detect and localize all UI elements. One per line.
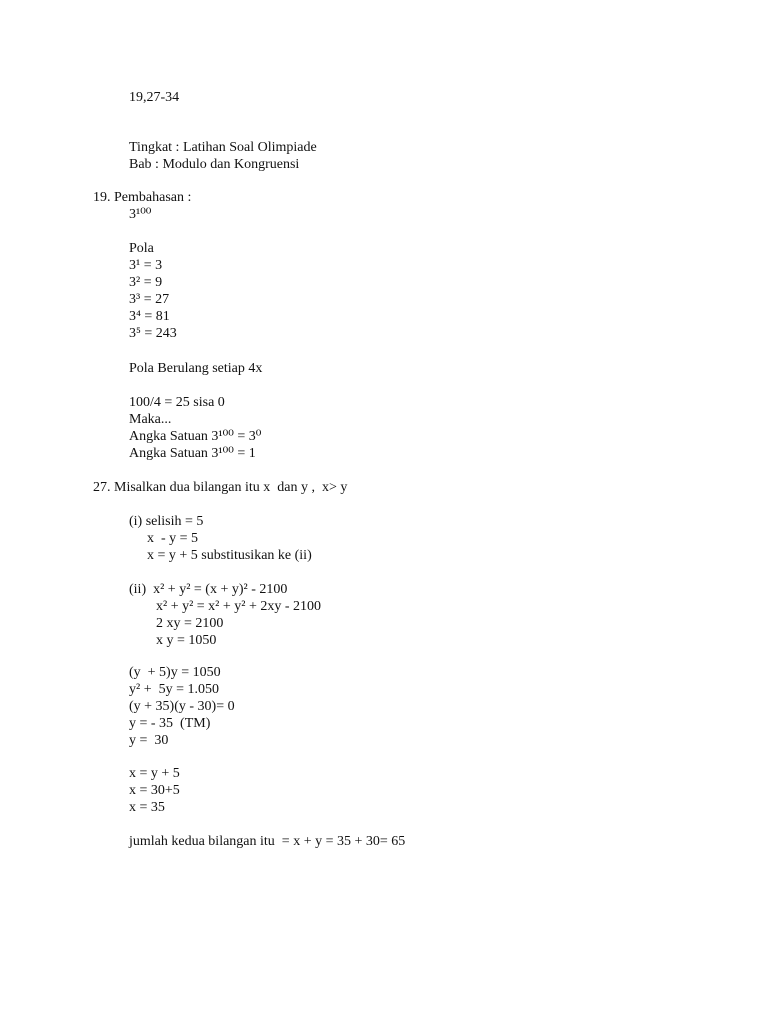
q27-solve-1: (y + 5)y = 1050	[129, 665, 221, 680]
q19-pola-label: Pola	[129, 241, 154, 256]
q19-pattern: Pola Berulang setiap 4x	[129, 361, 263, 376]
q27-step-i-label: (i) selisih = 5	[129, 514, 204, 529]
q27-solve-2: y² + 5y = 1.050	[129, 682, 219, 697]
q27-step-ii-eq2: 2 xy = 2100	[156, 616, 224, 631]
q27-step-ii-eq1: x² + y² = x² + y² + 2xy - 2100	[156, 599, 322, 614]
q27-step-ii-eq3: x y = 1050	[156, 633, 217, 648]
q27-step-i-eq2: x = y + 5 substitusikan ke (ii)	[147, 548, 312, 563]
reference-numbers: 19,27-34	[129, 90, 180, 105]
q19-maka: Maka...	[129, 412, 172, 427]
q19-power-2: 3² = 9	[129, 275, 163, 290]
level-line: Tingkat : Latihan Soal Olimpiade	[129, 140, 317, 155]
q19-power-3: 3³ = 27	[129, 292, 170, 307]
q19-power-4: 3⁴ = 81	[129, 309, 170, 324]
q19-expression: 3¹⁰⁰	[129, 207, 152, 222]
q27-step-i-eq1: x - y = 5	[147, 531, 199, 546]
q19-units-digit-2: Angka Satuan 3¹⁰⁰ = 1	[129, 446, 256, 461]
q27-step-ii-label: (ii) x² + y² = (x + y)² - 2100	[129, 582, 288, 597]
q19-power-1: 3¹ = 3	[129, 258, 163, 273]
q19-division: 100/4 = 25 sisa 0	[129, 395, 225, 410]
q27-x-3: x = 35	[129, 800, 165, 815]
q19-units-digit-1: Angka Satuan 3¹⁰⁰ = 3⁰	[129, 429, 262, 444]
q19-heading: 19. Pembahasan :	[93, 190, 192, 205]
q27-solve-4: y = - 35 (TM)	[129, 716, 211, 731]
q27-heading: 27. Misalkan dua bilangan itu x dan y , x> y	[93, 480, 348, 495]
q19-power-5: 3⁵ = 243	[129, 326, 177, 341]
q27-sum: jumlah kedua bilangan itu = x + y = 35 + 30= 65	[129, 834, 406, 849]
q27-x-2: x = 30+5	[129, 783, 180, 798]
q27-solve-5: y = 30	[129, 733, 169, 748]
q27-x-1: x = y + 5	[129, 766, 180, 781]
q27-solve-3: (y + 35)(y - 30)= 0	[129, 699, 235, 714]
chapter-line: Bab : Modulo dan Kongruensi	[129, 157, 300, 172]
